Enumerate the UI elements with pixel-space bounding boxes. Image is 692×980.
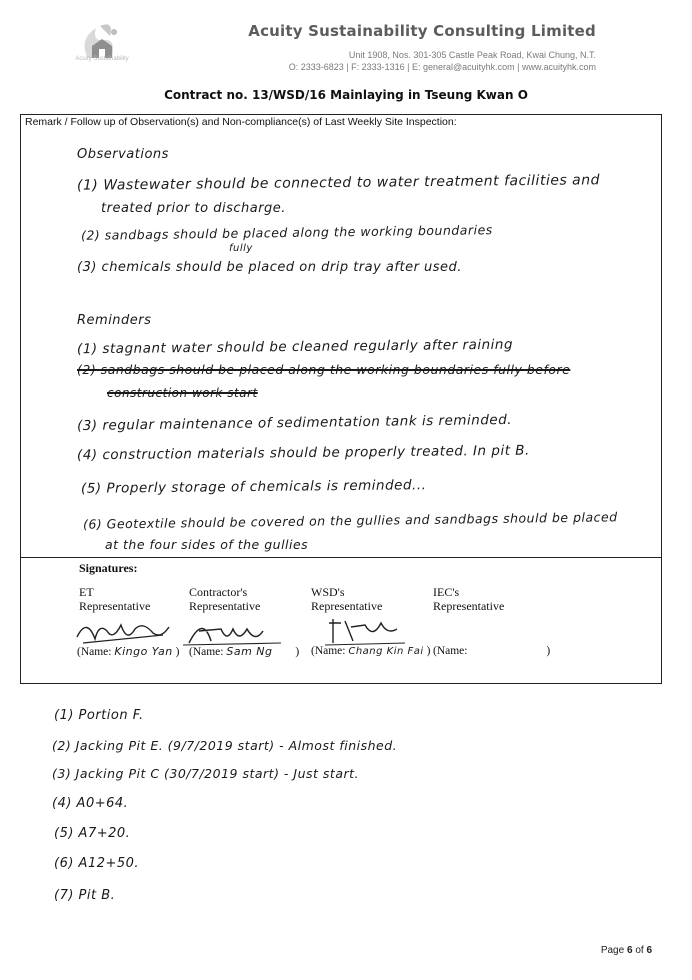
note-item: (3) Jacking Pit C (30/7/2019 start) - Just start. <box>52 766 360 781</box>
reminder-item-struck: construction work start <box>107 386 258 400</box>
role-label: Representative <box>189 599 261 613</box>
note-item: (4) A0+64. <box>52 796 129 811</box>
reminder-item: (1) stagnant water should be cleaned regularly after raining <box>76 336 514 358</box>
note-item: (5) A7+20. <box>54 826 131 841</box>
role-label: ET <box>79 585 94 599</box>
observation-item: (1) Wastewater should be connected to water treatment facilities and <box>76 172 601 194</box>
note-item: (2) Jacking Pit E. (9/7/2019 start) - Almost finished. <box>52 738 398 753</box>
wsd-signature <box>321 613 411 649</box>
reminder-item: (4) construction materials should be properly treated. In pit B. <box>76 442 530 464</box>
remark-heading: Remark / Follow up of Observation(s) and Non-compliance(s) of Last Weekly Site Inspection: <box>25 116 457 128</box>
signature-role-wsd <box>311 585 382 613</box>
signature-name-wsd: (Name: Chang Kin Fai ) <box>311 645 431 657</box>
observation-item: (3) chemicals should be placed on drip tray after used. <box>77 260 462 275</box>
logo-text: Acuity Sustainability <box>75 56 129 62</box>
contract-title: Contract no. 13/WSD/16 Mainlaying in Tseung Kwan O <box>164 88 528 102</box>
role-label: Representative <box>433 599 505 613</box>
role-label: IEC's <box>433 585 460 599</box>
reminder-item: (3) regular maintenance of sedimentation tank is reminded. <box>76 411 513 435</box>
company-contact: O: 2333-6823 | F: 2333-1316 | E: general@acuityhk.com | www.acuityhk.com <box>288 62 596 72</box>
role-label: WSD's <box>311 585 345 599</box>
reminder-item-struck: (2) sandbags should be placed along the working boundaries fully before <box>77 362 571 377</box>
signatures-title: Signatures: <box>79 561 138 575</box>
role-label: Representative <box>311 599 383 613</box>
name-value: Sam Ng <box>226 645 273 658</box>
signature-name-contractor: (Name: Sam Ng ) <box>189 645 300 658</box>
reminder-item: (5) Properly storage of chemicals is reminded... <box>80 477 427 497</box>
role-label: Representative <box>79 599 151 613</box>
company-block <box>248 22 596 72</box>
signature-role-et <box>79 585 150 613</box>
reminders-heading: Reminders <box>77 313 152 328</box>
observations-heading: Observations <box>77 147 169 162</box>
observation-item: treated prior to discharge. <box>101 201 286 216</box>
reminder-item: at the four sides of the gullies <box>105 537 309 552</box>
company-address: Unit 1908, Nos. 301-305 Castle Peak Road, Kwai Chung, N.T. <box>348 50 596 60</box>
signature-role-iec <box>433 585 504 613</box>
remark-box <box>20 114 662 684</box>
company-name: Acuity Sustainability Consulting Limited <box>248 22 596 40</box>
signature-name-iec: (Name: ) <box>433 645 551 657</box>
note-item: (1) Portion F. <box>54 708 144 723</box>
note-item: (7) Pit B. <box>54 888 116 903</box>
name-value: Kingo Yan <box>114 645 173 658</box>
observation-insert: fully <box>229 243 253 254</box>
observation-item: (2) sandbags should be placed along the working boundaries <box>80 222 493 243</box>
page-number: Page 6 of 6 <box>600 945 652 956</box>
note-item: (6) A12+50. <box>54 856 140 871</box>
et-signature <box>73 613 173 649</box>
name-value: Chang Kin Fai <box>348 646 424 657</box>
contractor-signature <box>181 613 291 649</box>
signature-role-contractor <box>189 585 260 613</box>
signature-name-et: (Name: Kingo Yan ) <box>77 645 180 658</box>
signature-divider <box>21 557 661 558</box>
reminder-item: (6) Geotextile should be covered on the gullies and sandbags should be placed <box>82 509 618 532</box>
company-logo <box>70 18 132 80</box>
role-label: Contractor's <box>189 585 248 599</box>
